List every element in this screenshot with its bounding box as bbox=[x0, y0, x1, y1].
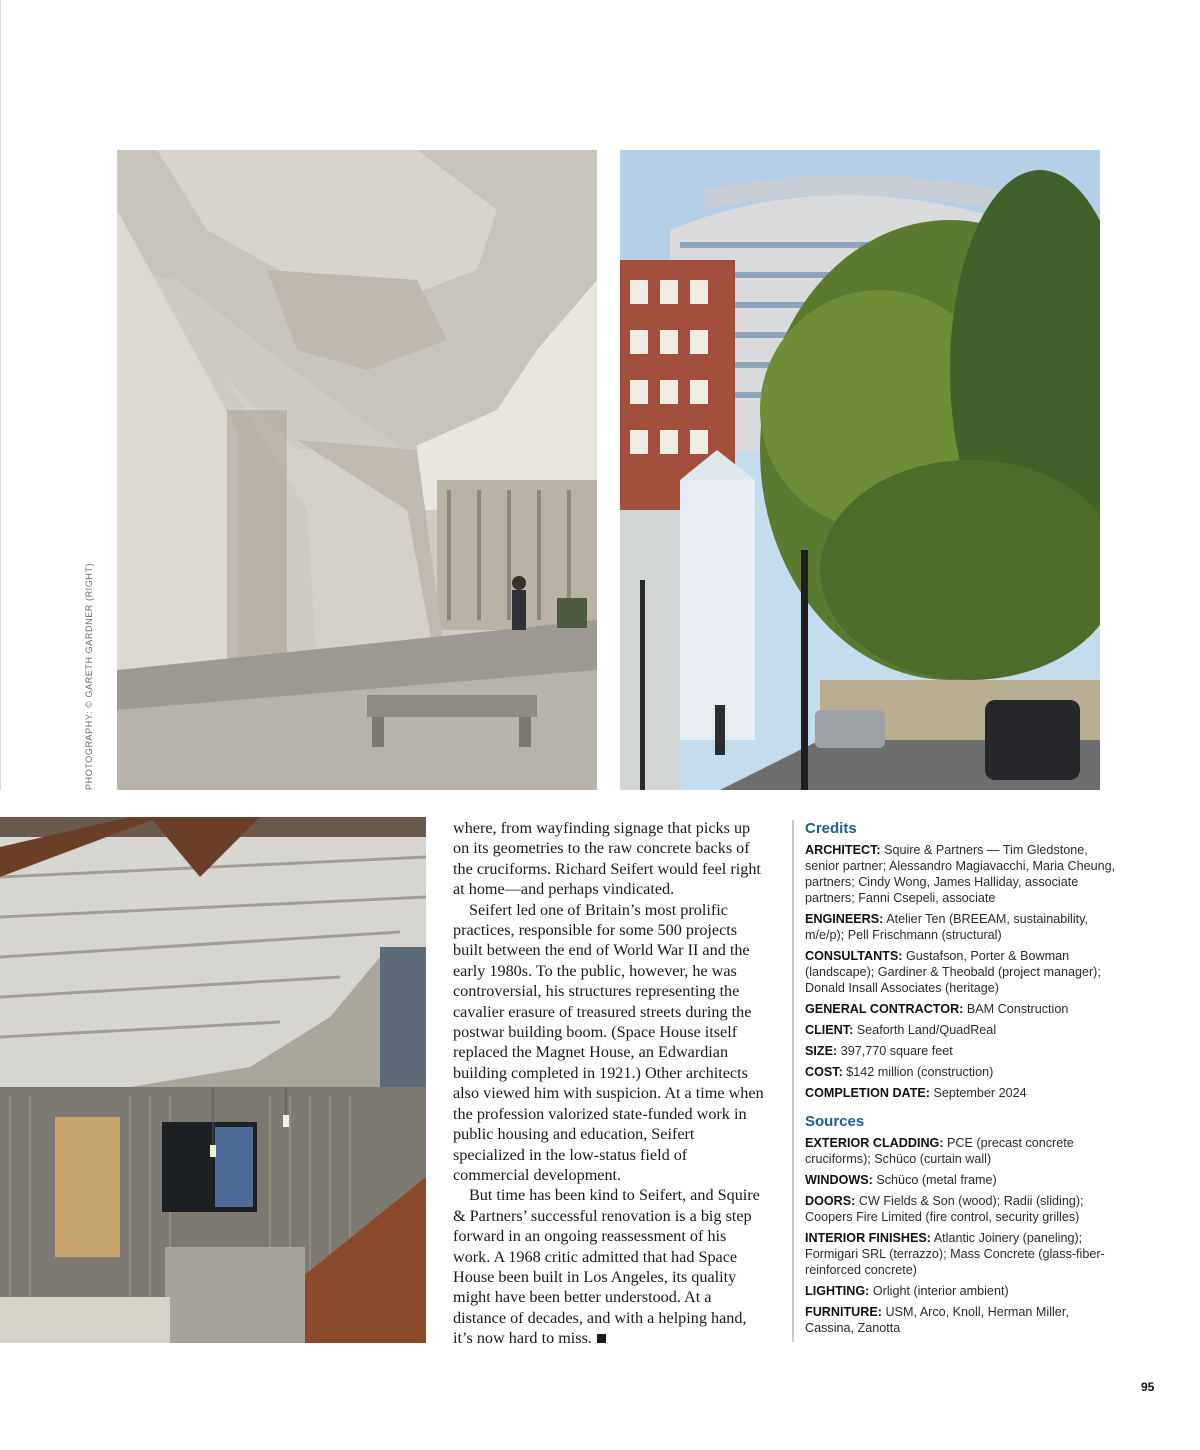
credit-label: ENGINEERS: bbox=[805, 912, 884, 926]
credit-entry bbox=[805, 911, 1117, 943]
body-paragraph: Seifert led one of Britain’s most prolific practices, responsible for some 500 projects built between the end of World War II and the early 1980s. To the public, however, he was controversial, his structures representing the cavalier erasure of treasured streets during the postwar building boom. (Space House itself replaced the Magnet House, an Edwardian building completed in 1921.) Other architects also viewed him with suspicion. At a time when the profession valorized state-funded work in public housing and education, Seifert specialized in the low-status field of commercial development. bbox=[453, 900, 764, 1184]
source-text: USM, Arco, Knoll, Herman Miller, Cassina, Zanotta bbox=[805, 1305, 1069, 1335]
source-label: DOORS: bbox=[805, 1194, 856, 1208]
credit-label: COMPLETION DATE: bbox=[805, 1086, 930, 1100]
source-text: PCE (precast concrete cruciforms); Schüco (curtain wall) bbox=[805, 1136, 1074, 1166]
credit-label: SIZE: bbox=[805, 1044, 838, 1058]
photo-credit: PHOTOGRAPHY: © GARETH GARDNER (RIGHT) bbox=[84, 562, 94, 790]
body-paragraph-text: But time has been kind to Seifert, and Squire & Partners’ successful renovation is a big step forward in an ongoing reassessment of his work. A 1968 critic admitted that had Space House been built in Los Angeles, its quality might have been better understood. At a distance of decades, and with a helping hand, it’s now hard to miss. bbox=[453, 1186, 760, 1348]
source-text: Orlight (interior ambient) bbox=[872, 1284, 1009, 1298]
source-label: WINDOWS: bbox=[805, 1173, 873, 1187]
source-entry bbox=[805, 1135, 1117, 1167]
credit-text: Squire & Partners — Tim Gledstone, senior partner; Alessandro Magiavacchi, Maria Cheung, partners; Cindy Wong, James Halliday, associate partners; Fanni Csepeli, associate bbox=[805, 843, 1116, 905]
source-entry bbox=[805, 1304, 1117, 1336]
photo-interior-lobby bbox=[0, 817, 426, 1343]
sources-heading: Sources bbox=[805, 1113, 865, 1130]
credit-entry bbox=[805, 1022, 1117, 1038]
body-paragraph bbox=[453, 1185, 765, 1348]
end-mark-icon bbox=[597, 1334, 606, 1343]
credit-text: Gustafson, Porter & Bowman (landscape); Gardiner & Theobald (project manager); Donald Insall Associates (heritage) bbox=[805, 949, 1101, 995]
credit-text: Atelier Ten (BREEAM, sustainability, m/e/p); Pell Frischmann (structural) bbox=[805, 912, 1088, 942]
source-entry bbox=[805, 1172, 1117, 1188]
source-entry bbox=[805, 1193, 1117, 1225]
credit-entry bbox=[805, 1064, 1117, 1080]
margin-rule bbox=[0, 0, 1, 790]
credit-text: $142 million (construction) bbox=[846, 1065, 994, 1079]
photo-street-rotunda bbox=[620, 150, 1100, 790]
source-label: INTERIOR FINISHES: bbox=[805, 1231, 931, 1245]
credit-text: 397,770 square feet bbox=[840, 1044, 953, 1058]
source-text: Schüco (metal frame) bbox=[876, 1173, 997, 1187]
photo-concrete-cruciform bbox=[117, 150, 597, 790]
credit-text: BAM Construction bbox=[966, 1002, 1069, 1016]
source-text: CW Fields & Son (wood); Radii (sliding); Coopers Fire Limited (fire control, security grilles) bbox=[805, 1194, 1084, 1224]
source-entry bbox=[805, 1230, 1117, 1278]
credit-entry bbox=[805, 1043, 1117, 1059]
credit-label: COST: bbox=[805, 1065, 843, 1079]
body-paragraph: where, from wayfinding signage that picks up on its geometries to the raw concrete backs of the cruciforms. Richard Seifert would feel right at home—and perhaps vindicated. bbox=[453, 819, 761, 899]
credit-entry bbox=[805, 1085, 1117, 1101]
source-entry bbox=[805, 1283, 1117, 1299]
credit-label: CONSULTANTS: bbox=[805, 949, 903, 963]
credit-label: CLIENT: bbox=[805, 1023, 854, 1037]
page-number: 95 bbox=[1141, 1380, 1155, 1394]
source-text: Atlantic Joinery (paneling); Formigari SRL (terrazzo); Mass Concrete (glass-fiber-reinforced concrete) bbox=[805, 1231, 1105, 1277]
credit-entry bbox=[805, 948, 1117, 996]
credits-heading: Credits bbox=[805, 820, 857, 837]
source-label: EXTERIOR CLADDING: bbox=[805, 1136, 944, 1150]
credit-entry bbox=[805, 842, 1117, 906]
article-body bbox=[453, 818, 765, 1349]
credit-label: GENERAL CONTRACTOR: bbox=[805, 1002, 964, 1016]
credit-label: ARCHITECT: bbox=[805, 843, 881, 857]
source-label: FURNITURE: bbox=[805, 1305, 882, 1319]
credit-entry bbox=[805, 1001, 1117, 1017]
source-label: LIGHTING: bbox=[805, 1284, 870, 1298]
credit-text: Seaforth Land/QuadReal bbox=[856, 1023, 997, 1037]
credits-sidebar bbox=[792, 820, 1117, 1342]
credit-text: September 2024 bbox=[933, 1086, 1027, 1100]
